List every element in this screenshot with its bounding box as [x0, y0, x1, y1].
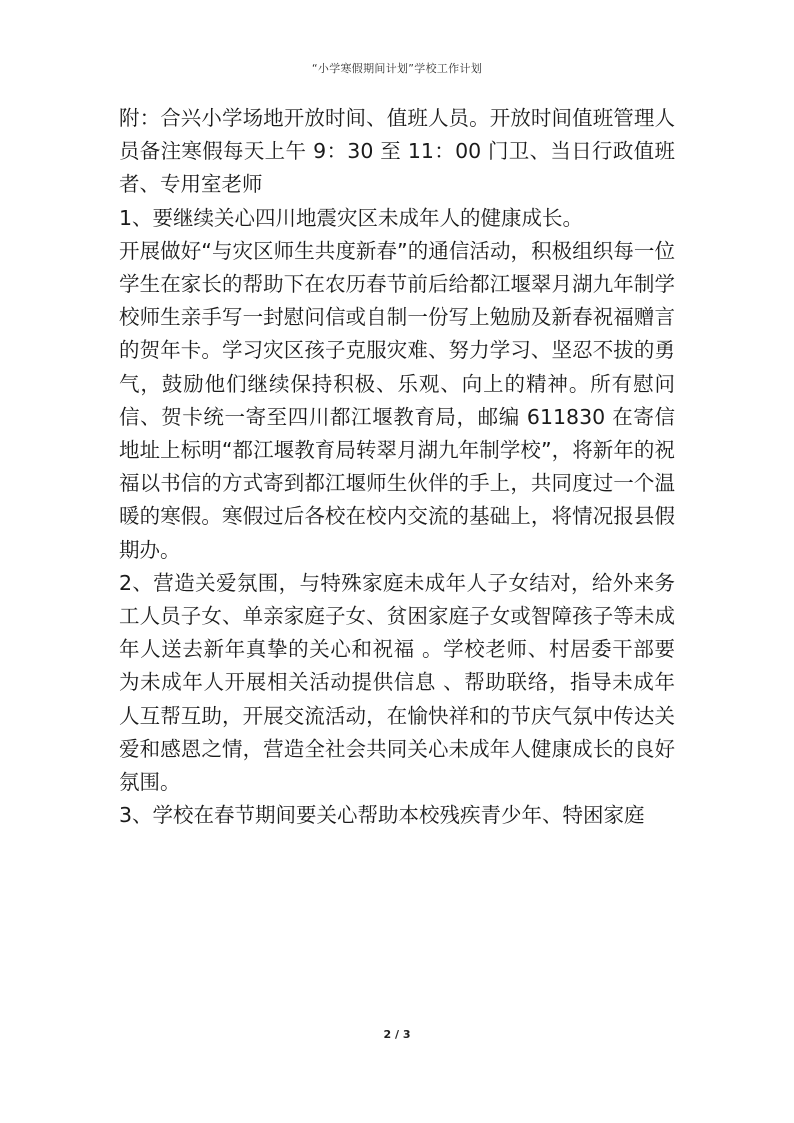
paragraph-item-1-body: 开展做好“与灾区师生共度新春”的通信活动，积极组织每一位学生在家长的帮助下在农历春节前后给都江堰翠月湖九年制学校师生亲手写一封慰问信或自制一份写上勉励及新春祝福赠言的贺年卡。学习灾区孩子克服灾难、努力学习、坚忍不拔的勇气，鼓励他们继续保持积极、乐观、向上的精神。所有慰问信、贺卡统一寄至四川都江堰教育局，邮编 611830 在寄信地址上标明“都江堰教育局转翠月湖九年制学校”，将新年的祝福以书信的方式寄到都江堰师生伙伴的手上，共同度过一个温暖的寒假。寒假过后各校在校内交流的基础上，将情况报县假期办。: [119, 238, 675, 562]
paragraph-item-3: 3、学校在春节期间要关心帮助本校残疾青少年、特困家庭: [119, 803, 645, 828]
page-header: “小学寒假期间计划”学校工作计划: [311, 62, 483, 75]
paragraph-item-1-heading: 1、要继续关心四川地震灾区未成年人的健康成长。: [119, 205, 584, 230]
page-number: 2 / 3: [383, 1028, 411, 1041]
paragraph-schedule: 附：合兴小学场地开放时间、值班人员。开放时间值班管理人员备注寒假每天上午 9：30 至 11：00 门卫、当日行政值班者、专用室老师: [119, 106, 675, 197]
document-body: [119, 102, 675, 832]
paragraph-item-2: 2、营造关爱氛围，与特殊家庭未成年人子女结对，给外来务工人员子女、单亲家庭子女、贫困家庭子女或智障孩子等未成年人送去新年真挚的关心和祝福 。学校老师、村居委干部要为未成年人开展相关活动提供信息 、帮助联络，指导未成年人互帮互助，开展交流活动，在愉快祥和的节庆气氛中传达关爱和感恩之情，营造全社会共同关心未成年人健康成长的良好氛围。: [119, 570, 675, 795]
